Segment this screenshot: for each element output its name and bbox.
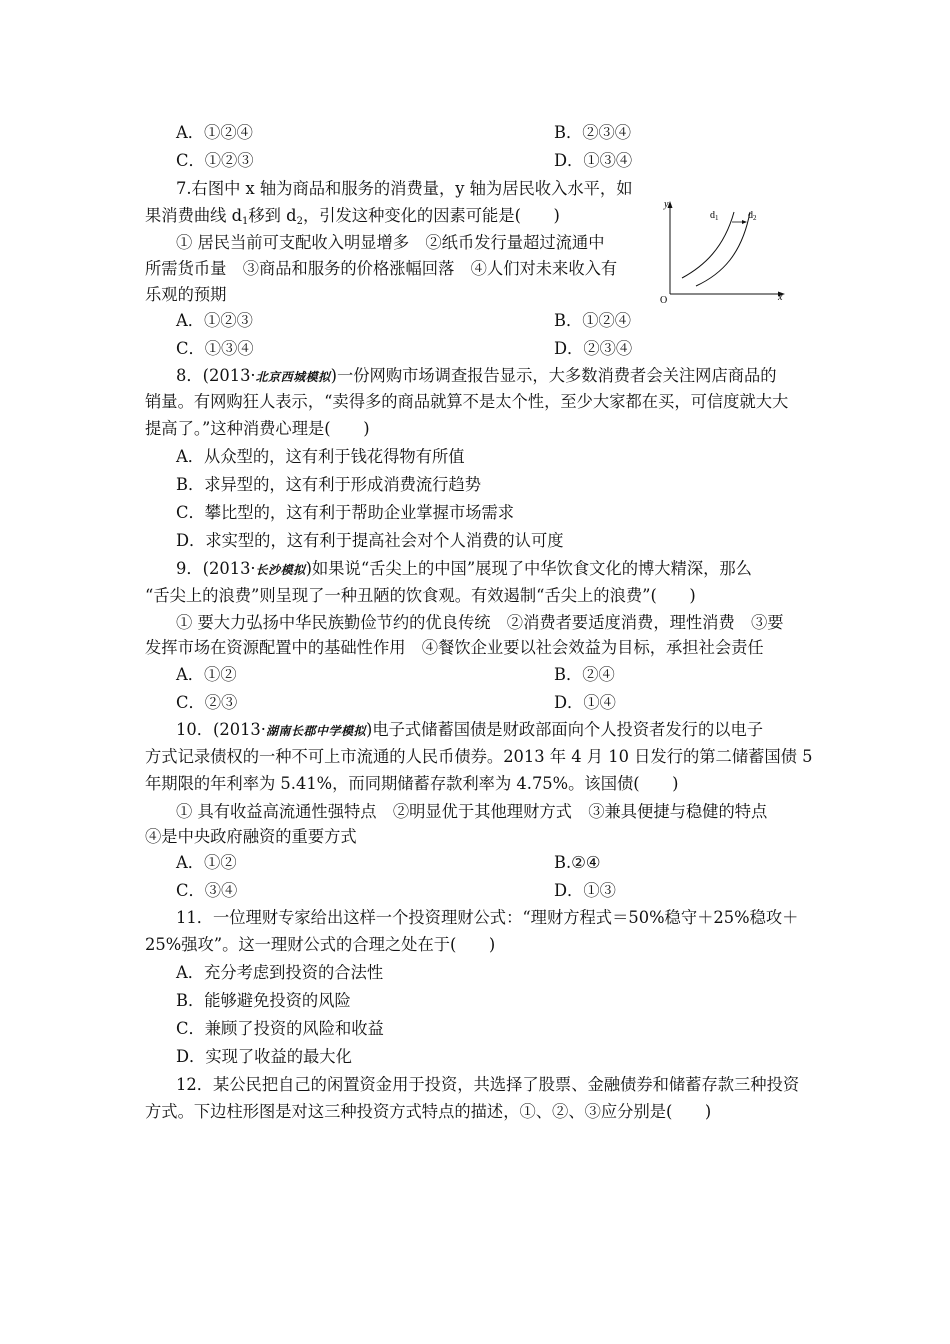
q10-stem-line5: ④是中央政府融资的重要方式 [145, 827, 357, 846]
q9-source: 长沙模拟 [255, 563, 306, 577]
d2-label: $d_2$ [748, 210, 757, 222]
q8-stem-line3: 提高了。”这种消费心理是( ) [145, 419, 370, 438]
q10-stem-line3: 年期限的年利率为 5.41%，而同期储蓄存款利率为 4.75%。该国债( ) [145, 774, 679, 793]
q7-stem-line2: 果消费曲线 $d_1$移到 $d_2$，引发这种变化的因素可能是( ) [145, 206, 560, 227]
q7-option-a: A．①②③ [176, 311, 253, 330]
consumption-curve-graph [652, 196, 798, 308]
q10-option-a: A．①② [176, 853, 237, 872]
q6-option-c: C．①②③ [176, 151, 254, 170]
q10-option-c: C．③④ [176, 881, 238, 900]
shift-arrow-head [742, 220, 747, 224]
q11-option-a: A．充分考虑到投资的合法性 [176, 963, 384, 982]
q8-stem-line1: 8．(2013·北京西城模拟)一份网购市场调查报告显示，大多数消费者会关注网店商品的 [176, 366, 777, 385]
q8-source: 北京西城模拟 [255, 370, 331, 384]
q10-stem-line1: 10．(2013·湖南长郡中学模拟)电子式储蓄国债是财政部面向个人投资者发行的以电子 [176, 720, 764, 739]
q7-stem-line5: 乐观的预期 [145, 285, 227, 304]
d1-label: $d_1$ [710, 210, 719, 222]
curve-d2 [696, 212, 750, 286]
q7-option-b: B．①②④ [554, 311, 632, 330]
q9-stem-line2: “舌尖上的浪费”则呈现了一种丑陋的饮食观。有效遏制“舌尖上的浪费”( ) [145, 586, 696, 605]
q9-option-a: A．①② [176, 665, 237, 684]
q6-option-d: D．①③④ [554, 151, 633, 170]
q9-stem-line3: ① 要大力弘扬中华民族勤俭节约的优良传统 ②消费者要适度消费，理性消费 ③要 [176, 613, 784, 632]
q12-stem-line2: 方式。下边柱形图是对这三种投资方式特点的描述，①、②、③应分别是( ) [145, 1102, 712, 1121]
q11-stem-line1: 11．一位理财专家给出这样一个投资理财公式：“理财方程式＝50%稳守＋25%稳攻＋ [176, 908, 799, 927]
y-axis-label: y [664, 199, 669, 210]
x-axis-label: x [778, 292, 783, 303]
q8-option-a: A．从众型的，这有利于钱花得物有所值 [176, 447, 465, 466]
q7-stem-line3: ① 居民当前可支配收入明显增多 ②纸币发行量超过流通中 [176, 233, 605, 252]
q9-option-b: B．②④ [554, 665, 615, 684]
curve-d1 [682, 212, 734, 278]
q10-stem-line2: 方式记录债权的一种不可上市流通的人民币债券。2013 年 4 月 10 日发行的第二储蓄国债 5 [145, 747, 813, 766]
q8-option-d: D．求实型的，这有利于提高社会对个人消费的认可度 [176, 531, 564, 550]
q10-option-d: D．①③ [554, 881, 616, 900]
q7-option-c: C．①③④ [176, 339, 254, 358]
q8-stem-line2: 销量。有网购狂人表示，“卖得多的商品就算不是太个性，至少大家都在买，可信度就大大 [145, 392, 789, 411]
q9-option-d: D．①④ [554, 693, 616, 712]
origin-label: O [660, 295, 668, 306]
q10-option-b: B.②④ [554, 853, 601, 872]
q10-stem-line4: ① 具有收益高流通性强特点 ②明显优于其他理财方式 ③兼具便捷与稳健的特点 [176, 802, 768, 821]
q11-option-d: D．实现了收益的最大化 [176, 1047, 352, 1066]
q11-option-b: B．能够避免投资的风险 [176, 991, 351, 1010]
q8-option-c: C．攀比型的，这有利于帮助企业掌握市场需求 [176, 503, 515, 522]
q11-option-c: C．兼顾了投资的风险和收益 [176, 1019, 384, 1038]
q11-stem-line2: 25%强攻”。这一理财公式的合理之处在于( ) [145, 935, 496, 954]
q7-stem-line4: 所需货币量 ③商品和服务的价格涨幅回落 ④人们对未来收入有 [145, 259, 618, 278]
q10-source: 湖南长郡中学模拟 [265, 724, 366, 738]
q9-stem-line4: 发挥市场在资源配置中的基础性作用 ④餐饮企业要以社会效益为目标，承担社会责任 [145, 638, 764, 657]
q7-stem-line1: 7.右图中 x 轴为商品和服务的消费量，y 轴为居民收入水平，如 [176, 179, 633, 198]
q12-stem-line1: 12．某公民把自己的闲置资金用于投资，共选择了股票、金融债券和储蓄存款三种投资 [176, 1075, 800, 1094]
q6-option-a: A．①②④ [176, 123, 253, 142]
q9-stem-line1: 9．(2013·长沙模拟)如果说“舌尖上的中国”展现了中华饮食文化的博大精深，那么 [176, 559, 752, 578]
q7-option-d: D．②③④ [554, 339, 633, 358]
q6-option-b: B．②③④ [554, 123, 632, 142]
q9-option-c: C．②③ [176, 693, 238, 712]
q8-option-b: B．求异型的，这有利于形成消费流行趋势 [176, 475, 482, 494]
